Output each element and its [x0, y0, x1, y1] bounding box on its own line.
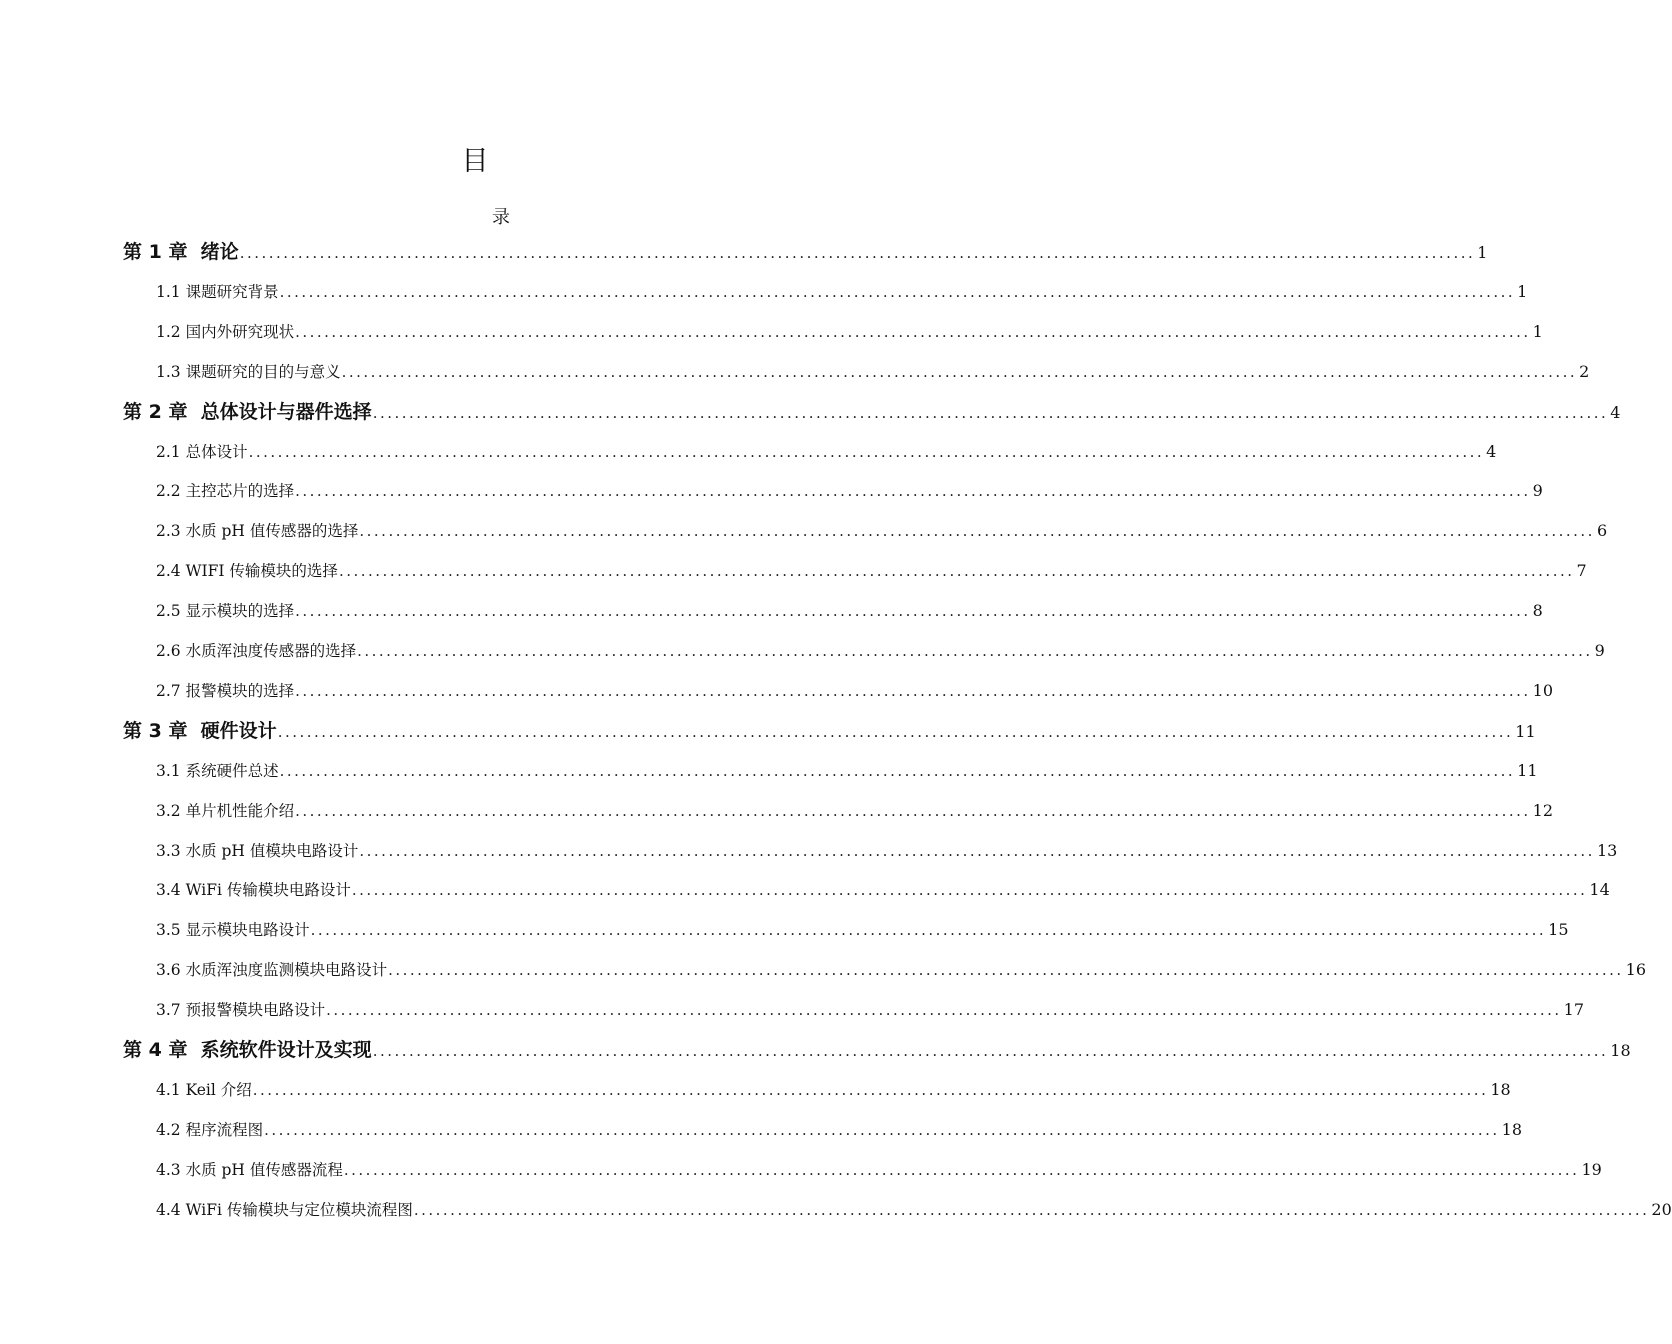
toc-chapter-entry[interactable]	[123, 237, 1488, 267]
dot-leader: ..........................................................................................................................................................................	[341, 362, 1578, 381]
dot-leader: ..........................................................................................................................................................................	[248, 442, 1485, 461]
dot-leader: ..........................................................................................................................................................................	[295, 602, 1531, 621]
toc-entry-label: 4.1 Keil 介绍	[156, 1080, 252, 1099]
toc-entry-label: 2.5 显示模块的选择	[156, 602, 295, 621]
toc-page-number: 14	[1589, 880, 1610, 900]
toc-title-second-char: 录	[492, 207, 510, 228]
toc-page-number: 1	[1532, 321, 1543, 341]
toc-page-number: 20	[1651, 1199, 1672, 1219]
toc-page-number: 12	[1532, 800, 1554, 820]
dot-leader: ..........................................................................................................................................................................	[343, 1160, 1580, 1179]
toc-page-number: 8	[1532, 601, 1543, 621]
toc-section-entry[interactable]	[156, 915, 1569, 945]
toc-entry-label: 2.2 主控芯片的选择	[156, 482, 295, 501]
dot-leader: ..........................................................................................................................................................................	[252, 1080, 1489, 1099]
dot-leader: ..........................................................................................................................................................................	[279, 282, 1516, 301]
dot-leader: ..........................................................................................................................................................................	[279, 761, 1516, 780]
toc-chapter-entry[interactable]	[123, 1035, 1631, 1065]
toc-chapter-entry[interactable]	[123, 397, 1621, 427]
toc-page-number: 1	[1517, 281, 1528, 301]
dot-leader: ..........................................................................................................................................................................	[413, 1200, 1650, 1219]
dot-leader: ..........................................................................................................................................................................	[359, 522, 1595, 541]
toc-section-entry[interactable]	[156, 1115, 1523, 1145]
toc-entry-label: 1.1 课题研究背景	[156, 282, 279, 301]
toc-chapter-entry[interactable]	[123, 716, 1536, 746]
toc-section-entry[interactable]	[156, 756, 1538, 786]
toc-page-number: 2	[1579, 361, 1590, 381]
toc-page-number: 13	[1596, 840, 1618, 860]
toc-page-number: 9	[1594, 641, 1605, 660]
toc-entry-label: 3.5 显示模块电路设计	[156, 921, 310, 940]
toc-entry-label: 2.3 水质 pH 值传感器的选择	[156, 522, 359, 541]
toc-section-entry[interactable]	[156, 995, 1585, 1025]
toc-section-entry[interactable]	[156, 836, 1618, 866]
toc-page-number: 18	[1610, 1041, 1631, 1060]
toc-page-number: 4	[1486, 441, 1497, 461]
toc-page-number: 4	[1610, 402, 1621, 422]
dot-leader: ..........................................................................................................................................................................	[295, 322, 1531, 341]
toc-page-number: 9	[1532, 481, 1543, 501]
toc-entry-label: 2.7 报警模块的选择	[156, 681, 295, 700]
toc-section-entry[interactable]	[156, 636, 1605, 666]
toc-section-entry[interactable]	[156, 277, 1528, 307]
dot-leader: ..........................................................................................................................................................................	[295, 681, 1531, 700]
toc-entry-label: 第 4 章 系统软件设计及实现	[123, 1039, 372, 1061]
toc-section-entry[interactable]	[156, 317, 1543, 347]
dot-leader: ..........................................................................................................................................................................	[295, 801, 1531, 820]
toc-section-entry[interactable]	[156, 875, 1610, 905]
dot-leader: ..........................................................................................................................................................................	[310, 921, 1547, 940]
toc-page-number: 7	[1576, 561, 1587, 581]
toc-page-number: 17	[1563, 1000, 1585, 1020]
toc-section-entry[interactable]	[156, 1155, 1602, 1185]
toc-page-number: 19	[1581, 1159, 1602, 1179]
toc-page-number: 1	[1477, 243, 1488, 262]
toc-entry-label: 第 3 章 硬件设计	[123, 719, 277, 742]
toc-entry-label: 第 2 章 总体设计与器件选择	[123, 400, 372, 423]
dot-leader: ..........................................................................................................................................................................	[359, 841, 1595, 860]
toc-entry-label: 第 1 章 绪论	[123, 241, 239, 263]
toc-section-entry[interactable]	[156, 476, 1543, 506]
toc-entry-label: 4.3 水质 pH 值传感器流程	[156, 1160, 343, 1179]
toc-section-entry[interactable]	[156, 955, 1647, 985]
toc-page-number: 18	[1490, 1079, 1511, 1099]
toc-page-number: 18	[1501, 1119, 1523, 1139]
toc-entry-label: 2.4 WIFI 传输模块的选择	[156, 562, 338, 581]
toc-title: 目	[461, 146, 489, 177]
toc-section-entry[interactable]	[156, 596, 1543, 626]
dot-leader: ..........................................................................................................................................................................	[326, 1001, 1562, 1020]
toc-section-entry[interactable]	[156, 556, 1587, 586]
dot-leader: ..........................................................................................................................................................................	[388, 961, 1624, 980]
dot-leader: ..........................................................................................................................................................................	[277, 722, 1514, 741]
toc-entry-label: 1.3 课题研究的目的与意义	[156, 362, 341, 381]
toc-entry-label: 3.2 单片机性能介绍	[156, 801, 295, 820]
toc-page-number: 11	[1515, 721, 1536, 741]
toc-entry-label: 2.6 水质浑浊度传感器的选择	[156, 642, 357, 660]
toc-page-number: 10	[1532, 680, 1554, 700]
toc-page-number: 11	[1517, 760, 1538, 780]
toc-section-entry[interactable]	[156, 676, 1554, 706]
dot-leader: ..........................................................................................................................................................................	[338, 562, 1575, 581]
dot-leader: ..........................................................................................................................................................................	[372, 1042, 1609, 1060]
toc-entry-label: 2.1 总体设计	[156, 442, 248, 461]
toc-section-entry[interactable]	[156, 516, 1608, 546]
dot-leader: ..........................................................................................................................................................................	[351, 881, 1588, 900]
toc-section-entry[interactable]	[156, 1195, 1672, 1225]
toc-entry-label: 4.4 WiFi 传输模块与定位模块流程图	[156, 1200, 413, 1219]
toc-entry-label: 4.2 程序流程图	[156, 1120, 264, 1139]
toc-entry-label: 3.6 水质浑浊度监测模块电路设计	[156, 961, 388, 980]
toc-entry-label: 3.3 水质 pH 值模块电路设计	[156, 841, 359, 860]
dot-leader: ..........................................................................................................................................................................	[357, 642, 1593, 660]
dot-leader: ..........................................................................................................................................................................	[295, 482, 1531, 501]
toc-section-entry[interactable]	[156, 437, 1497, 467]
dot-leader: ..........................................................................................................................................................................	[264, 1120, 1500, 1139]
toc-entry-label: 3.4 WiFi 传输模块电路设计	[156, 881, 351, 900]
dot-leader: ..........................................................................................................................................................................	[372, 403, 1609, 422]
toc-page-number: 6	[1596, 521, 1608, 541]
dot-leader: ..........................................................................................................................................................................	[239, 244, 1476, 262]
toc-entry-label: 3.7 预报警模块电路设计	[156, 1001, 326, 1020]
toc-page-number: 16	[1625, 960, 1647, 980]
toc-section-entry[interactable]	[156, 357, 1590, 387]
toc-entry-label: 1.2 国内外研究现状	[156, 322, 295, 341]
toc-section-entry[interactable]	[156, 796, 1554, 826]
toc-page-number: 15	[1548, 920, 1569, 940]
toc-entry-label: 3.1 系统硬件总述	[156, 761, 279, 780]
toc-section-entry[interactable]	[156, 1075, 1511, 1105]
